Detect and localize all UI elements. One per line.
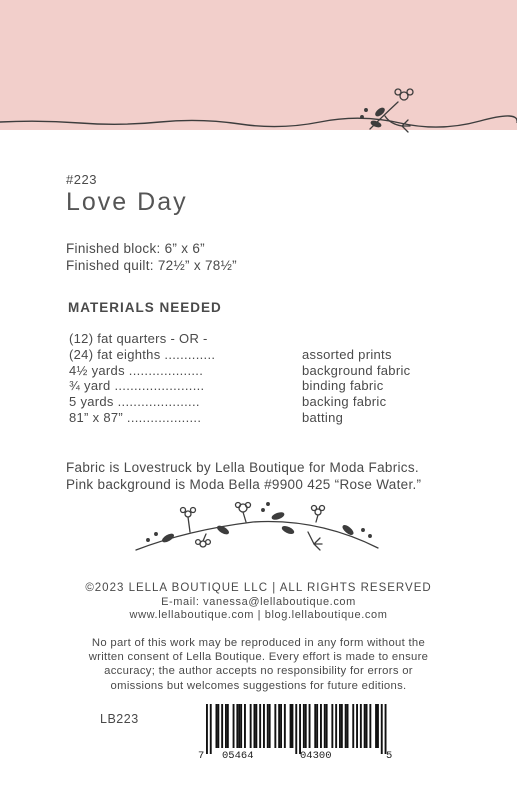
list-item [69, 410, 469, 426]
finished-sizes [66, 240, 237, 274]
finished-quilt: Finished quilt: 72½” x 78½” [66, 258, 237, 273]
disclaimer-line: No part of this work may be reproduced in any form without the [91, 637, 426, 649]
fabric-note-line: Fabric is Lovestruck by Lella Boutique for Moda Fabrics. [66, 460, 419, 475]
fabric-note-line: Pink background is Moda Bella #9900 425 “Rose Water.” [66, 477, 422, 492]
list-item [69, 331, 469, 347]
footer [0, 582, 517, 623]
disclaimer-line: omissions but welcomes suggestions for future editions. [110, 679, 407, 692]
fabric-note [66, 459, 421, 493]
list-item [69, 394, 469, 410]
flower-sprig-icon [340, 84, 430, 144]
disclaimer-line: written consent of Lella Boutique. Every effort is made to ensure [88, 651, 429, 664]
pattern-title: Love Day [66, 188, 188, 216]
material-quantity: (24) fat eighths ............. [69, 346, 216, 362]
disclaimer-line: accuracy; the author accepts no responsibility for errors or [104, 665, 413, 678]
website-links[interactable]: www.lellaboutique.com | blog.lellaboutique.com [129, 609, 388, 621]
barcode-left-digit: 7 [198, 750, 205, 762]
product-code: LB223 [100, 712, 139, 726]
finished-block: Finished block: 6” x 6” [66, 241, 205, 256]
pattern-number: #223 [66, 172, 97, 187]
material-description: backing fabric [302, 394, 387, 410]
copyright-line: ©2023 LELLA BOUTIQUE LLC | ALL RIGHTS RESERVED [85, 582, 432, 594]
barcode-group-1: 05464 [222, 750, 254, 762]
materials-heading: MATERIALS NEEDED [68, 300, 222, 315]
list-item [69, 378, 469, 394]
barcode-group-2: 04300 [300, 750, 332, 762]
floral-vine-icon [128, 500, 386, 560]
band-torn-edge [0, 108, 517, 148]
material-description: background fabric [302, 362, 411, 378]
email-line[interactable]: E-mail: vanessa@lellaboutique.com [161, 595, 356, 608]
material-quantity: 5 yards ..................... [69, 394, 200, 410]
list-item [69, 363, 469, 379]
material-description: assorted prints [302, 346, 392, 362]
material-quantity: ¾ yard ....................... [69, 378, 205, 394]
disclaimer [0, 636, 517, 693]
material-quantity: (12) fat quarters - OR - [69, 331, 208, 346]
materials-list [69, 331, 469, 426]
material-description: binding fabric [302, 378, 384, 394]
material-quantity: 81” x 87” ................... [69, 409, 202, 425]
barcode-right-digit: 5 [386, 750, 393, 762]
list-item [69, 347, 469, 363]
material-description: batting [302, 409, 344, 425]
material-quantity: 4½ yards ................... [69, 362, 204, 378]
